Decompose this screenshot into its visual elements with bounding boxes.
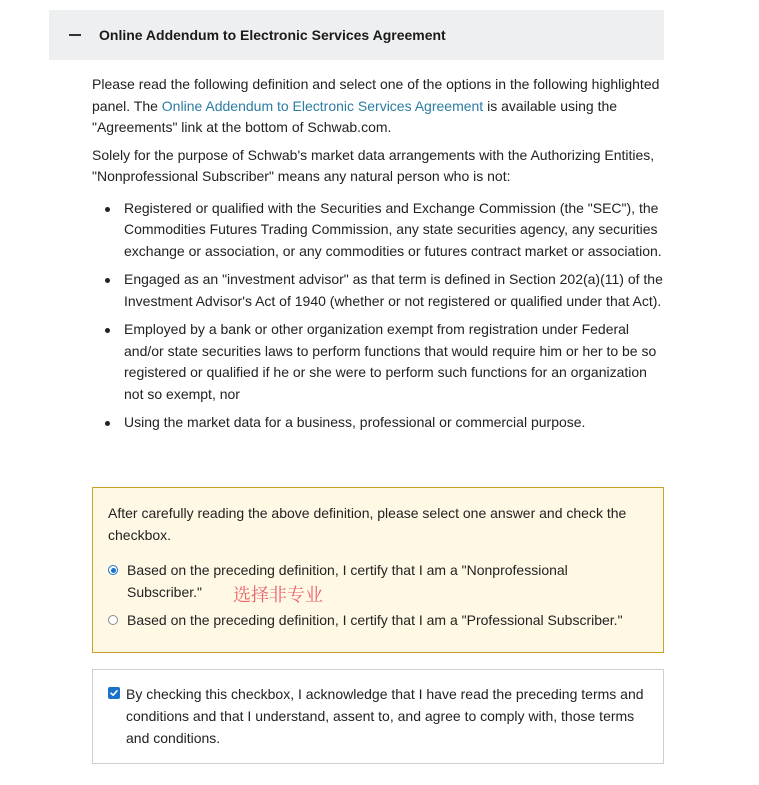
list-item [92, 198, 664, 263]
list-item-text: Registered or qualified with the Securities and Exchange Commission (the "SEC"), the Commodities Futures Trading Commission, any state securities agency, any securities exchange or association, or any commodities or futures contract market or association. [124, 199, 662, 259]
definition-list [92, 198, 672, 434]
intro-text-end: is available using the "Agreements" link at the bottom of Schwab.com. [92, 97, 618, 135]
acknowledgement-panel [92, 669, 664, 764]
list-item-text: Employed by a bank or other organization exempt from registration under Federal and/or state securities laws to perform functions that would require him or her to be so registered or qualified if he or she were to perform such functions for an organization not so exempt, nor [124, 321, 657, 402]
list-item-text: Using the market data for a business, professional or commercial purpose. [124, 414, 586, 430]
intro-text: Please read the following definition and select one of the options in the following highlighted panel. The [92, 76, 660, 114]
subscriber-selection-panel [92, 487, 664, 653]
radio-label[interactable]: Based on the preceding definition, I certify that I am a "Professional Subscriber." [127, 612, 623, 628]
list-item [92, 319, 664, 405]
handwritten-annotation: 选择非专业 [233, 585, 323, 606]
list-item-text: Engaged as an "investment advisor" as that term is defined in Section 202(a)(11) of the Investment Advisor's Act of 1940 (whether or not registered or qualified under that Act). [124, 271, 663, 309]
accordion-header[interactable] [49, 10, 664, 60]
radio-button-checked[interactable] [108, 565, 118, 575]
list-item [92, 412, 664, 434]
radio-button[interactable] [108, 615, 118, 625]
professional-radio-option[interactable] [108, 610, 658, 632]
nonprofessional-radio-option[interactable] [108, 560, 628, 603]
accordion-title: Online Addendum to Electronic Services Agreement [99, 27, 446, 43]
agreement-content [92, 74, 672, 441]
selection-instructions: After carefully reading the above definition, please select one answer and check the checkbox. [108, 505, 627, 543]
acknowledgement-text[interactable]: By checking this checkbox, I acknowledge that I have read the preceding terms and conditions and that I understand, assent to, and agree to comply with, those terms and conditions. [126, 686, 644, 746]
intro-paragraph [92, 74, 672, 139]
minus-icon[interactable] [69, 34, 81, 36]
bullet-icon [105, 328, 110, 333]
bullet-icon [105, 278, 110, 283]
checkmark-icon [109, 688, 119, 698]
radio-label[interactable]: Based on the preceding definition, I certify that I am a "Nonprofessional Subscriber." [127, 562, 568, 600]
agreement-link[interactable]: Online Addendum to Electronic Services Agreement [161, 97, 484, 114]
list-item [92, 269, 664, 312]
bullet-icon [105, 207, 110, 212]
acknowledge-checkbox[interactable] [108, 687, 120, 699]
bullet-icon [105, 421, 110, 426]
definition-intro: Solely for the purpose of Schwab's market data arrangements with the Authorizing Entities, "Nonprofessional Subscriber" means any natural person who is not: [92, 146, 655, 184]
